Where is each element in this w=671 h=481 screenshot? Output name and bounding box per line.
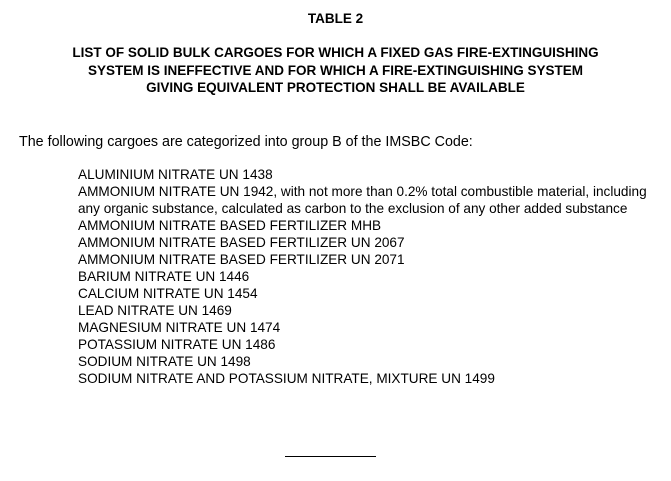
- end-divider: [285, 456, 376, 457]
- table-heading: [0, 44, 671, 97]
- cargo-item: CALCIUM NITRATE UN 1454: [78, 286, 258, 301]
- heading-line: GIVING EQUIVALENT PROTECTION SHALL BE AVAILABLE: [146, 80, 525, 95]
- heading-line: SYSTEM IS INEFFECTIVE AND FOR WHICH A FIRE-EXTINGUISHING SYSTEM: [87, 62, 584, 78]
- cargo-list: [78, 166, 658, 387]
- cargo-item: SODIUM NITRATE AND POTASSIUM NITRATE, MIXTURE UN 1499: [78, 371, 495, 386]
- heading-line: LIST OF SOLID BULK CARGOES FOR WHICH A FIXED GAS FIRE-EXTINGUISHING: [72, 45, 599, 60]
- table-label: TABLE 2: [307, 11, 364, 26]
- cargo-item: LEAD NITRATE UN 1469: [78, 303, 232, 318]
- cargo-item: AMMONIUM NITRATE UN 1942, with not more than 0.2% total combustible material, including any organic substance, calculated as carbon to the exclusion of any other added substance: [78, 184, 647, 216]
- cargo-item: BARIUM NITRATE UN 1446: [78, 269, 250, 284]
- intro-paragraph: The following cargoes are categorized into group B of the IMSBC Code:: [19, 134, 473, 150]
- cargo-item: POTASSIUM NITRATE UN 1486: [78, 337, 276, 352]
- cargo-item: ALUMINIUM NITRATE UN 1438: [78, 167, 273, 182]
- cargo-item: SODIUM NITRATE UN 1498: [78, 354, 251, 369]
- cargo-item: AMMONIUM NITRATE BASED FERTILIZER MHB: [78, 218, 382, 233]
- cargo-item: AMMONIUM NITRATE BASED FERTILIZER UN 2071: [78, 252, 405, 267]
- cargo-item: MAGNESIUM NITRATE UN 1474: [78, 320, 281, 335]
- cargo-item: AMMONIUM NITRATE BASED FERTILIZER UN 2067: [78, 235, 405, 250]
